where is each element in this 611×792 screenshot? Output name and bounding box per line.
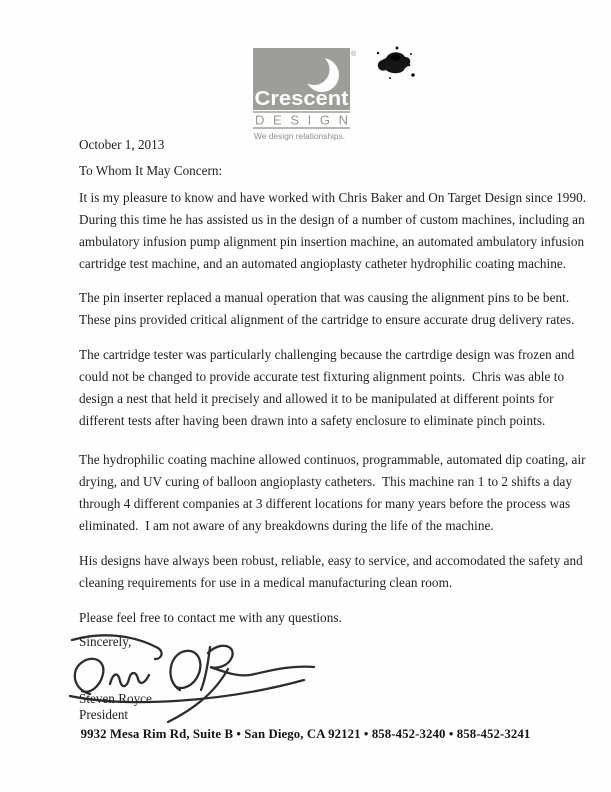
letter-text-line: could not be changed to provide accurate test fixturing alignment points. Chris was able to	[79, 369, 565, 384]
letter-text-line: Please feel free to contact me with any questions.	[79, 610, 342, 625]
signer-title: President	[79, 707, 129, 722]
letter-text-line: cleaning requirements for use in a medical manufacturing clean room.	[79, 575, 453, 590]
letter-text-line: cartridge test machine, and an automated angioplasty catheter hydrophilic coating machine.	[79, 256, 567, 271]
closing-sincerely: Sincerely,	[79, 634, 132, 649]
letter-text-line: through 4 different companies at 3 different locations for many years before the process was	[79, 496, 571, 511]
paragraph-design-qualities	[79, 550, 583, 594]
letter-date: October 1, 2013	[79, 137, 165, 152]
letter-text-line: design a nest that held it precisely and allowed it to be manipulated at different points for	[79, 391, 554, 406]
logo-tagline: We design relationships.	[254, 131, 346, 141]
paragraph-coating-machine	[79, 449, 586, 537]
paragraph-cartridge-tester	[79, 344, 574, 432]
signer-name: Steven Royce	[79, 691, 152, 706]
salutation: To Whom It May Concern:	[79, 163, 223, 178]
letter-text-line: During this time he has assisted us in the design of a number of custom machines, including an	[79, 212, 585, 227]
paragraph-contact	[79, 607, 342, 629]
ink-blot-artifact	[366, 44, 422, 96]
paragraph-pin-inserter	[79, 287, 574, 331]
letter-text-line: ambulatory infusion pump alignment pin insertion machine, an automated ambulatory infusion	[79, 234, 585, 249]
letter-text-line: These pins provided critical alignment of the cartridge to ensure accurate drug delivery rates.	[79, 312, 575, 327]
letter-text-line: The hydrophilic coating machine allowed continuos, programmable, automated dip coating, air	[79, 452, 586, 467]
signature-block	[79, 691, 152, 723]
letter-text-line: His designs have always been robust, reliable, easy to service, and accomodated the safety and	[79, 553, 583, 568]
paragraph-introduction	[79, 187, 586, 275]
footer-address-line: 9932 Mesa Rim Rd, Suite B • San Diego, CA 92121 • 858-452-3240 • 858-452-3241	[80, 727, 531, 741]
logo-brand-wordmark: Crescent	[254, 88, 349, 110]
letter-text-line: The pin inserter replaced a manual operation that was causing the alignment pins to be bent.	[79, 290, 570, 305]
letter-text-line: The cartridge tester was particularly challenging because the cartrdige design was frozen and	[79, 347, 575, 362]
crescent-design-logo	[253, 48, 359, 144]
letter-text-line: It is my pleasure to know and have worked with Chris Baker and On Target Design since 1990.	[79, 190, 587, 205]
letter-text-line: drying, and UV curing of balloon angioplasty catheters. This machine ran 1 to 2 shifts a day	[79, 474, 573, 489]
logo-design-wordmark: DESIGN	[255, 112, 348, 128]
registered-trademark-icon: ®	[351, 51, 357, 58]
letter-text-line: different tests after having been drawn into a safety enclosure to eliminate pinch points.	[79, 413, 546, 428]
letter-text-line: eliminated. I am not aware of any breakdowns during the life of the machine.	[79, 518, 494, 533]
